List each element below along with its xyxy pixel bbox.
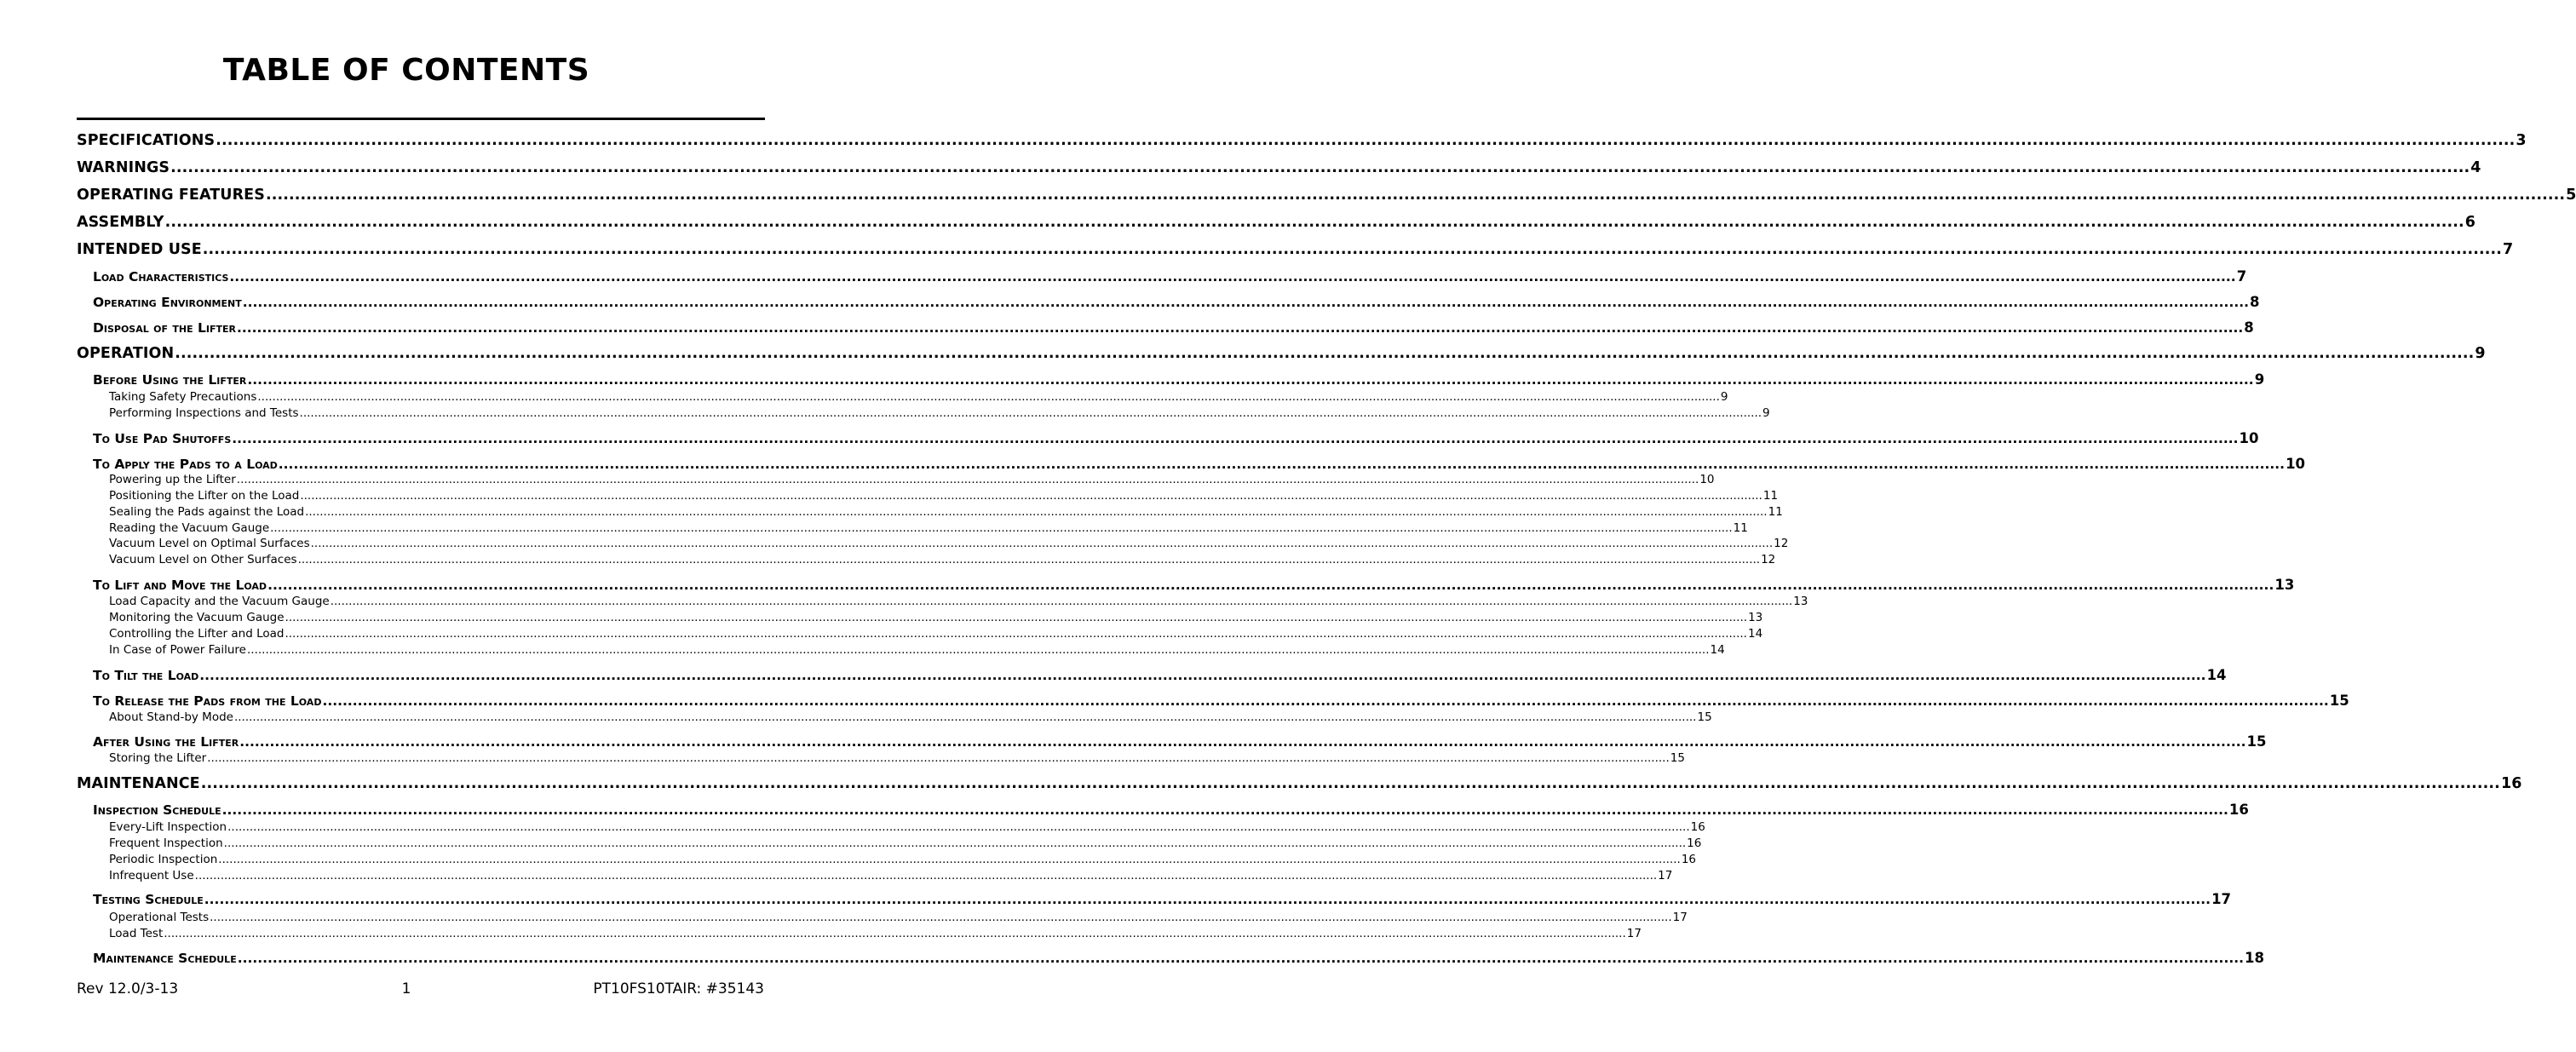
- dot-leader: ................................................................................................................................................................................................................................................................................................................................................................................................................: [300, 489, 1762, 503]
- toc-entry-level-1[interactable]: [77, 241, 2514, 258]
- toc-entry-page: 7: [2502, 241, 2514, 258]
- toc-entry-level-1[interactable]: [77, 187, 2576, 204]
- toc-entry-label: Load Characteristics: [93, 269, 229, 285]
- toc-entry-page: 10: [2286, 456, 2306, 472]
- toc-entry-page: 6: [2464, 214, 2476, 231]
- toc-entry-page: 15: [1697, 710, 1712, 724]
- toc-entry-level-2[interactable]: [93, 950, 2264, 966]
- dot-leader: ................................................................................................................................................................................................................................................................................................................................................................................................................: [199, 668, 2206, 683]
- toc-entry-level-3[interactable]: [109, 505, 1783, 519]
- toc-entry-page: 14: [2206, 667, 2227, 683]
- toc-entry-page: 9: [2475, 345, 2486, 362]
- toc-entry-level-2[interactable]: [93, 268, 2247, 285]
- toc-entry-label: Performing Inspections and Tests: [109, 406, 299, 420]
- toc-entry-level-3[interactable]: [109, 390, 1728, 404]
- dot-leader: ................................................................................................................................................................................................................................................................................................................................................................................................................: [285, 611, 1748, 624]
- footer-model: PT10FS10TAIR: #35143: [593, 980, 764, 997]
- toc-entry-page: 11: [1768, 505, 1783, 519]
- toc-entry-level-1[interactable]: [77, 132, 2527, 149]
- dot-leader: ................................................................................................................................................................................................................................................................................................................................................................................................................: [297, 553, 1761, 566]
- dot-leader: ................................................................................................................................................................................................................................................................................................................................................................................................................: [270, 521, 1733, 535]
- dot-leader: ................................................................................................................................................................................................................................................................................................................................................................................................................: [164, 214, 2464, 231]
- dot-leader: ................................................................................................................................................................................................................................................................................................................................................................................................................: [310, 537, 1774, 550]
- toc-entry-page: 16: [1681, 853, 1696, 866]
- toc-entry-label: Testing Schedule: [93, 892, 204, 907]
- toc-entry-label: Infrequent Use: [109, 869, 194, 882]
- toc-entry-level-3[interactable]: [109, 911, 1688, 924]
- toc-entry-label: Vacuum Level on Optimal Surfaces: [109, 537, 310, 550]
- toc-entry-level-2[interactable]: [93, 294, 2260, 310]
- toc-entry-level-3[interactable]: [109, 820, 1705, 834]
- toc-entry-level-1[interactable]: [77, 775, 2522, 792]
- toc-entry-label: To Lift and Move the Load: [93, 578, 267, 593]
- toc-entry-page: 12: [1774, 537, 1789, 550]
- toc-entry-level-3[interactable]: [109, 927, 1642, 940]
- toc-entry-label: Controlling the Lifter and Load: [109, 627, 285, 641]
- toc-entry-page: 13: [1793, 595, 1808, 608]
- toc-entry-page: 14: [1710, 643, 1725, 657]
- dot-leader: ................................................................................................................................................................................................................................................................................................................................................................................................................: [175, 345, 2475, 362]
- toc-entry-level-2[interactable]: [93, 802, 2249, 818]
- toc-entry-level-3[interactable]: [109, 836, 1702, 850]
- dot-leader: ................................................................................................................................................................................................................................................................................................................................................................................................................: [232, 431, 2239, 446]
- dot-leader: ................................................................................................................................................................................................................................................................................................................................................................................................................: [216, 132, 2516, 149]
- footer-revision: Rev 12.0/3-13: [77, 980, 179, 997]
- toc-entry-label: After Using the Lifter: [93, 734, 239, 750]
- toc-entry-level-2[interactable]: [93, 371, 2265, 388]
- toc-entry-page: 15: [2246, 733, 2267, 750]
- toc-entry-page: 9: [2254, 371, 2265, 388]
- toc-entry-page: 5: [2566, 187, 2576, 204]
- toc-entry-page: 15: [2329, 693, 2349, 709]
- dot-leader: ................................................................................................................................................................................................................................................................................................................................................................................................................: [247, 643, 1710, 657]
- toc-entry-page: 16: [2228, 802, 2249, 818]
- toc-entry-level-3[interactable]: [109, 611, 1763, 624]
- toc-entry-label: Taking Safety Precautions: [109, 390, 257, 404]
- dot-leader: ................................................................................................................................................................................................................................................................................................................................................................................................................: [202, 241, 2502, 258]
- dot-leader: ................................................................................................................................................................................................................................................................................................................................................................................................................: [257, 390, 1720, 404]
- toc-entry-level-1[interactable]: [77, 159, 2481, 176]
- toc-entry-page: 16: [1690, 820, 1705, 834]
- dot-leader: ................................................................................................................................................................................................................................................................................................................................................................................................................: [265, 187, 2566, 204]
- dot-leader: ................................................................................................................................................................................................................................................................................................................................................................................................................: [278, 457, 2286, 472]
- toc-entry-level-2[interactable]: [93, 667, 2227, 683]
- toc-entry-page: 16: [1687, 836, 1702, 850]
- toc-entry-page: 17: [1626, 927, 1642, 940]
- toc-entry-label: SPECIFICATIONS: [77, 132, 216, 149]
- toc-entry-level-3[interactable]: [109, 710, 1712, 724]
- toc-entry-page: 9: [1762, 406, 1770, 420]
- toc-entry-page: 10: [2239, 430, 2259, 446]
- toc-entry-label: INTENDED USE: [77, 241, 202, 258]
- dot-leader: ................................................................................................................................................................................................................................................................................................................................................................................................................: [299, 406, 1762, 420]
- toc-entry-level-3[interactable]: [109, 869, 1673, 882]
- toc-entry-label: To Apply the Pads to a Load: [93, 457, 278, 472]
- toc-entry-label: Periodic Inspection: [109, 853, 218, 866]
- dot-leader: ................................................................................................................................................................................................................................................................................................................................................................................................................: [227, 820, 1690, 834]
- toc-entry-level-2[interactable]: [93, 577, 2295, 593]
- toc-entry-label: Vacuum Level on Other Surfaces: [109, 553, 297, 566]
- toc-entry-label: Every-Lift Inspection: [109, 820, 227, 834]
- toc-entry-label: ASSEMBLY: [77, 214, 164, 231]
- toc-entry-page: 14: [1747, 627, 1763, 641]
- dot-leader: ................................................................................................................................................................................................................................................................................................................................................................................................................: [200, 775, 2500, 792]
- toc-entry-page: 11: [1733, 521, 1748, 535]
- toc-entry-page: 16: [2500, 775, 2522, 792]
- toc-entry-level-2[interactable]: [93, 319, 2254, 336]
- toc-entry-level-2[interactable]: [93, 430, 2259, 446]
- dot-leader: ................................................................................................................................................................................................................................................................................................................................................................................................................: [237, 951, 2244, 966]
- toc-entry-label: Monitoring the Vacuum Gauge: [109, 611, 285, 624]
- toc-entry-level-3[interactable]: [109, 406, 1770, 420]
- toc-entry-page: 11: [1762, 489, 1779, 503]
- toc-entry-label: Sealing the Pads against the Load: [109, 505, 305, 519]
- toc-entry-page: 9: [1720, 390, 1728, 404]
- toc-entry-level-3[interactable]: [109, 521, 1748, 535]
- toc-entry-level-2[interactable]: [93, 733, 2267, 750]
- toc-entry-label: To Tilt the Load: [93, 668, 199, 683]
- toc-entry-page: 17: [1672, 911, 1688, 924]
- dot-leader: ................................................................................................................................................................................................................................................................................................................................................................................................................: [236, 473, 1699, 486]
- dot-leader: ................................................................................................................................................................................................................................................................................................................................................................................................................: [229, 269, 2236, 285]
- dot-leader: ................................................................................................................................................................................................................................................................................................................................................................................................................: [233, 710, 1697, 724]
- toc-entry-page: 4: [2470, 159, 2481, 176]
- toc-entry-level-1[interactable]: [77, 345, 2486, 362]
- dot-leader: ................................................................................................................................................................................................................................................................................................................................................................................................................: [285, 627, 1747, 641]
- dot-leader: ................................................................................................................................................................................................................................................................................................................................................................................................................: [218, 853, 1681, 866]
- toc-entry-level-3[interactable]: [109, 751, 1685, 765]
- footer-page-number: 1: [401, 980, 411, 997]
- toc-entry-level-2[interactable]: [93, 456, 2306, 472]
- dot-leader: ................................................................................................................................................................................................................................................................................................................................................................................................................: [267, 578, 2274, 593]
- toc-entry-label: WARNINGS: [77, 159, 170, 176]
- dot-leader: ................................................................................................................................................................................................................................................................................................................................................................................................................: [237, 320, 2244, 336]
- dot-leader: ................................................................................................................................................................................................................................................................................................................................................................................................................: [207, 751, 1670, 765]
- toc-entry-label: Inspection Schedule: [93, 802, 221, 818]
- toc-entry-level-2[interactable]: [93, 693, 2349, 709]
- toc-entry-page: 13: [2274, 577, 2295, 593]
- toc-entry-label: Frequent Inspection: [109, 836, 223, 850]
- toc-entry-label: Load Capacity and the Vacuum Gauge: [109, 595, 330, 608]
- dot-leader: ................................................................................................................................................................................................................................................................................................................................................................................................................: [204, 892, 2211, 907]
- toc-entry-label: Reading the Vacuum Gauge: [109, 521, 270, 535]
- dot-leader: ................................................................................................................................................................................................................................................................................................................................................................................................................: [330, 595, 1793, 608]
- dot-leader: ................................................................................................................................................................................................................................................................................................................................................................................................................: [305, 505, 1768, 519]
- toc-entry-level-3[interactable]: [109, 537, 1789, 550]
- dot-leader: ................................................................................................................................................................................................................................................................................................................................................................................................................: [242, 295, 2249, 310]
- toc-entry-level-3[interactable]: [109, 853, 1696, 866]
- toc-entry-label: OPERATION: [77, 345, 175, 362]
- toc-entry-page: 15: [1670, 751, 1685, 765]
- dot-leader: ................................................................................................................................................................................................................................................................................................................................................................................................................: [210, 911, 1672, 924]
- toc-entry-label: To Use Pad Shutoffs: [93, 431, 232, 446]
- toc-entry-label: Powering up the Lifter: [109, 473, 236, 486]
- toc-entry-label: Storing the Lifter: [109, 751, 207, 765]
- toc-entry-level-2[interactable]: [93, 891, 2232, 907]
- toc-entry-page: 18: [2245, 950, 2264, 966]
- toc-entry-level-3[interactable]: [109, 473, 1715, 486]
- toc-entry-page: 8: [2244, 319, 2254, 336]
- toc-entry-label: Load Test: [109, 927, 164, 940]
- dot-leader: ................................................................................................................................................................................................................................................................................................................................................................................................................: [239, 734, 2246, 750]
- toc-entry-label: About Stand-by Mode: [109, 710, 233, 724]
- toc-entry-label: MAINTENANCE: [77, 775, 200, 792]
- toc-entry-level-3[interactable]: [109, 643, 1725, 657]
- dot-leader: ................................................................................................................................................................................................................................................................................................................................................................................................................: [247, 372, 2254, 388]
- toc-entry-level-3[interactable]: [109, 489, 1779, 503]
- page-title: TABLE OF CONTENTS: [222, 53, 590, 88]
- dot-leader: ................................................................................................................................................................................................................................................................................................................................................................................................................: [322, 693, 2329, 709]
- toc-entry-label: OPERATING FEATURES: [77, 187, 265, 204]
- toc-entry-page: 3: [2516, 132, 2527, 149]
- toc-entry-level-3[interactable]: [109, 595, 1808, 608]
- dot-leader: ................................................................................................................................................................................................................................................................................................................................................................................................................: [164, 927, 1626, 940]
- toc-entry-label: Operational Tests: [109, 911, 210, 924]
- dot-leader: ................................................................................................................................................................................................................................................................................................................................................................................................................: [170, 159, 2470, 176]
- toc-entry-label: Operating Environment: [93, 295, 242, 310]
- toc-entry-label: Positioning the Lifter on the Load: [109, 489, 300, 503]
- toc-entry-label: Disposal of the Lifter: [93, 320, 236, 336]
- dot-leader: ................................................................................................................................................................................................................................................................................................................................................................................................................: [194, 869, 1658, 882]
- toc-entry-page: 13: [1748, 611, 1763, 624]
- toc-entry-label: Maintenance Schedule: [93, 951, 237, 966]
- toc-entry-page: 8: [2250, 294, 2260, 310]
- toc-entry-page: 12: [1761, 553, 1776, 566]
- dot-leader: ................................................................................................................................................................................................................................................................................................................................................................................................................: [221, 802, 2228, 818]
- dot-leader: ................................................................................................................................................................................................................................................................................................................................................................................................................: [223, 836, 1687, 850]
- toc-entry-level-3[interactable]: [109, 553, 1776, 566]
- toc-entry-page: 17: [1658, 869, 1673, 882]
- toc-entry-page: 7: [2236, 268, 2247, 285]
- toc-entry-page: 17: [2211, 891, 2232, 907]
- toc-entry-page: 10: [1699, 473, 1715, 486]
- toc-entry-level-1[interactable]: [77, 214, 2476, 231]
- toc-entry-label: In Case of Power Failure: [109, 643, 246, 657]
- toc-entry-label: Before Using the Lifter: [93, 372, 247, 388]
- toc-entry-label: To Release the Pads from the Load: [93, 693, 322, 709]
- toc-entry-level-3[interactable]: [109, 627, 1763, 641]
